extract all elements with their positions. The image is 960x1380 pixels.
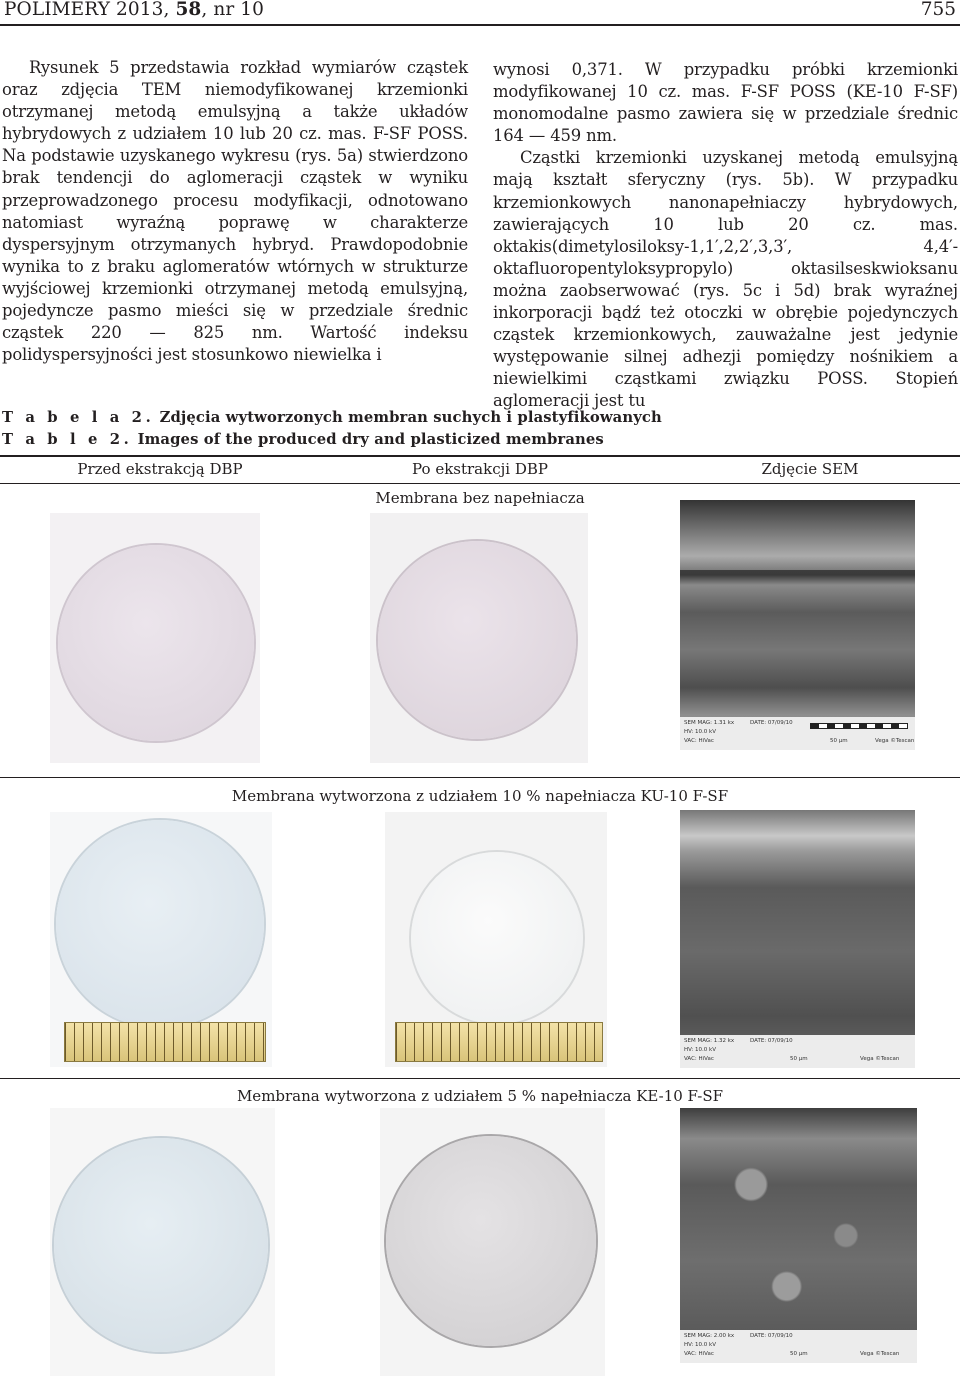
sem-image — [680, 810, 915, 1068]
sem-image — [680, 500, 915, 750]
membrane-photo-before — [50, 812, 272, 1067]
page-number: 755 — [920, 0, 956, 20]
sem-info-bar: SEM MAG: 1.32 kx HV: 10.0 kV VAC: HiVac DATE: 07/09/10 50 µm Vega ©Tescan — [680, 1035, 915, 1068]
running-header — [0, 0, 960, 26]
scale-bar — [810, 723, 908, 729]
measuring-ruler — [64, 1022, 266, 1062]
column-header-sem: Zdjęcie SEM — [761, 460, 859, 478]
membrane-photo-after — [385, 812, 607, 1067]
table-row-rule — [0, 1078, 960, 1079]
membrane-disc — [378, 541, 576, 739]
journal-volume: 58 — [175, 0, 202, 20]
sem-info-bar: SEM MAG: 1.31 kx HV: 10.0 kV VAC: HiVac DATE: 07/09/10 50 µm Vega ©Tescan — [680, 717, 915, 750]
left-column — [2, 57, 468, 366]
section-title: Membrana bez napełniacza — [375, 489, 585, 507]
table-header-rule — [0, 483, 960, 484]
measuring-ruler — [395, 1022, 603, 1062]
column-header-before: Przed ekstrakcją DBP — [77, 460, 243, 478]
table-caption-pl: T a b e l a 2. Zdjęcia wytworzonych membran suchych i plastyfikowanych — [2, 409, 662, 426]
membrane-photo-before — [50, 513, 260, 763]
membrane-disc — [386, 1136, 596, 1346]
sem-info-bar: SEM MAG: 2.00 kx HV: 10.0 kV VAC: HiVac DATE: 07/09/10 50 µm Vega ©Tescan — [680, 1330, 917, 1363]
journal-title: POLIMERY 2013, 58, nr 10 — [4, 0, 265, 20]
membrane-photo-after — [370, 513, 588, 763]
body-paragraph: Rysunek 5 przedstawia rozkład wymiarów cząstek oraz zdjęcia TEM niemodyfikowanej krzemionki otrzymanej metodą emulsyjną a także układów hybrydowych z udziałem 10 lub 20 cz. mas. F-SF POSS. Na podstawie uzyskanego wykresu (rys. 5a) stwierdzono brak tendencji do aglomeracji cząstek w wyniku przeprowadzonego procesu modyfikacji, odnotowano natomiast wyraźną poprawę w charakterze dyspersyjnym otrzymanych hybryd. Prawdopodobnie wynika to z braku aglomeratów wtórnych w strukturze wyjściowej krzemionki otrzymanej metodą emulsyjną, pojedyncze pasmo mieści się w przedziale średnic cząstek 220 — 825 nm. Wartość indeksu polidyspersyjności jest stosunkowo niewielka i — [2, 58, 468, 365]
section-title: Membrana wytworzona z udziałem 5 % napełniacza KE-10 F-SF — [236, 1087, 724, 1105]
membrane-photo-after — [380, 1108, 605, 1376]
column-header-after: Po ekstrakcji DBP — [412, 460, 548, 478]
right-column — [493, 59, 958, 413]
membrane-disc — [411, 852, 583, 1024]
table-top-rule — [0, 455, 960, 457]
sem-surface-layer — [680, 500, 915, 570]
table-row-rule — [0, 777, 960, 778]
table-caption-en: T a b l e 2. Images of the produced dry and plasticized membranes — [2, 431, 604, 448]
membrane-disc — [56, 820, 264, 1028]
section-title: Membrana wytworzona z udziałem 10 % napełniacza KU-10 F-SF — [231, 787, 729, 805]
sem-image — [680, 1108, 917, 1363]
body-paragraph: Cząstki krzemionki uzyskanej metodą emulsyjną mają kształt sferyczny (rys. 5b). W przypadku krzemionkowych nanonapełniaczy hybrydowych, zawierających 10 lub 20 cz. mas. oktakis(dimetylosiloksy-1,1′,2,2′,3,3′, 4,4′-oktafluoropentyloksypropylo) oktasilseskwioksanu można zaobserwować (rys. 5c i 5d) brak wyraźnej inkorporacji bądź też otoczki w obrębie pojedynczych cząstek krzemionkowych, zauważalne jest jedynie występowanie silnej adhezji pomiędzy nośnikiem a niewielkimi cząstkami związku POSS. Stopień aglomeracji jest tu — [493, 148, 958, 411]
body-paragraph: wynosi 0,371. W przypadku próbki krzemionki modyfikowanej 10 cz. mas. F-SF POSS (KE-10 F-SF) monomodalne pasmo zawiera się w przedziale średnic 164 — 459 nm. — [493, 60, 958, 146]
membrane-photo-before — [50, 1108, 275, 1376]
membrane-disc — [54, 1138, 268, 1352]
membrane-disc — [58, 545, 254, 741]
header-rule — [0, 24, 960, 26]
